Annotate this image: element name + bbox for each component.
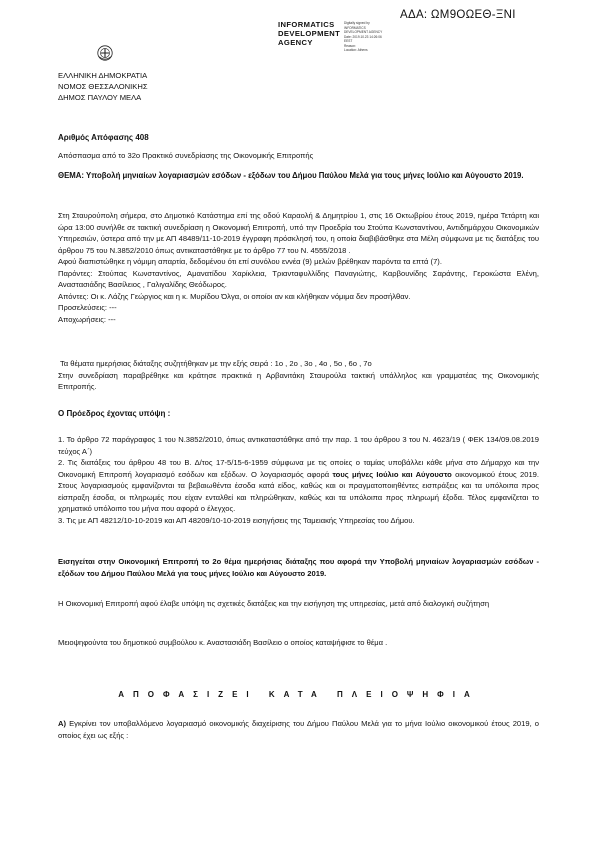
secretary-line: Στην συνεδρίαση παραβρέθηκε και κράτησε πρακτικά η Αρβανιτάκη Σταυρούλα τακτική υπάλληλος και γραμματέας της Οικονομικής Επιτροπής. bbox=[58, 370, 539, 391]
decision-number: Αριθμός Απόφασης 408 bbox=[58, 133, 149, 142]
arrivals-line: Προσελεύσεις: --- bbox=[58, 303, 117, 312]
meeting-intro: Στη Σταυρούπολη σήμερα, στο Δημοτικό Κατάστημα επί της οδού Καραολή & Δημητρίου 1, στις 16 Οκτωβρίου έτους 2019, ημέρα Τετάρτη και ώρα 13:00 συνήλθε σε τακτική συνεδρίαση η Οικονομική Επιτροπή, υπό την Προεδρία του Στούπα Κωνσταντίνου, Αντιδημάρχου Οικονομικών Υπηρεσιών, ύστερα από την με ΑΠ 48489/11-10-2019 έγγραφη πρόσκλησή του, η οποία διαβιβάσθηκε στα Μέλη σύμφωνα με τις διατάξεις του άρθρου 75 του Ν.3852/2010 όπως αντικαταστάθηκε με το άρθρο 77 του Ν. 4555/2018 . Αφού διαπιστώθηκε η νόμιμη απαρτία, δεδομένου ότι επί συνόλου εννέα (9) μελών βρέθηκαν παρόντα τα επτά (7). Παρόντες: Στούπας Κωνσταντίνος, Αμανατίδου Χαρίκλεια, Τριανταφυλλίδης Παναγιώτης, Καρβουνίδης Σαράντης, Γεροκώστα Ελένη, Αναστασιάδης Βασίλειος , Γαλιγαλίδης Θεόδωρος. Απόντες: Οι κ. Λάζης Γεώργιος και η κ. Μυρίδου Όλγα, οι οποίοι αν και κλήθηκαν νόμιμα δεν προσήλθαν. Προσελεύσεις: --- Αποχωρήσεις: --- bbox=[58, 211, 539, 324]
minority-vote-note: Μειοψηφούντα του δημοτικού συμβούλου κ. Αναστασιάδη Βασίλειο ο οποίος καταψήφισε το θέμα . bbox=[58, 638, 388, 647]
agenda-section bbox=[58, 358, 539, 393]
greek-emblem-icon bbox=[96, 44, 114, 62]
considerations-list bbox=[58, 434, 539, 526]
absent-members: Απόντες: Οι κ. Λάζης Γεώργιος και η κ. Μυρίδου Όλγα, οι οποίοι αν και κλήθηκαν νόμιμα δεν προσήλθαν. bbox=[58, 291, 411, 301]
rapporteur-paragraph: Εισηγείται στην Οικονομική Επιτροπή το 2ο θέμα ημερήσιας διάταξης που αφορά την Υποβολή μηνιαίων λογαριασμών εσόδων - εξόδων του Δήμου Παύλου Μελά για τους μήνες Ιούλιο και Αύγουστο 2019. bbox=[58, 557, 539, 578]
signature-stamp-label: INFORMATICS DEVELOPMENT AGENCY bbox=[278, 20, 341, 47]
ada-code: ΑΔΑ: ΩΜ9ΟΩΕΘ-ΞΝΙ bbox=[400, 9, 516, 21]
considering-heading: Ο Πρόεδρος έχοντας υπόψη : bbox=[58, 409, 171, 418]
departures-line: Αποχωρήσεις: --- bbox=[58, 314, 116, 324]
subject-heading: ΘΕΜΑ: Υποβολή μηνιαίων λογαριασμών εσόδων - εξόδων του Δήμου Παύλου Μελά για τους μήνες Ιούλιο και Αύγουστο 2019. bbox=[58, 171, 524, 180]
consideration-item-3: 3. Τις με ΑΠ 48212/10-10-2019 και ΑΠ 48209/10-10-2019 εισηγήσεις της Ταμειακής Υπηρεσίας του Δήμου. bbox=[58, 515, 415, 525]
digital-signature-details: Digitally signed by INFORMATICS DEVELOPMENT AGENCY Date: 2019.10.23 14:26:06 EEST Reason: Location: Athens bbox=[344, 21, 383, 52]
present-members: Παρόντες: Στούπας Κωνσταντίνος, Αμανατίδου Χαρίκλεια, Τριανταφυλλίδης Παναγιώτης, Καρβουνίδης Σαράντης, Γεροκώστα Ελένη, Αναστασιάδης Βασίλειος , Γαλιγαλίδης Θεόδωρος. bbox=[58, 268, 539, 289]
consideration-item-2: 2. Τις διατάξεις του άρθρου 48 του Β. Δ/τος 17-5/15-6-1959 σύμφωνα με τις οποίες ο ταμίας υποβάλλει κάθε μήνα στο Δήμαρχο και την Οικονομική Επιτροπή λογαριασμό εσόδων και εξόδων. Ο λογαριασμός αφορά τους μήνες Ιούλιο και Αύγουστο οικονομικού έτους 2019. Στους λογαριασμούς εμφανίζονται τα βεβαιωθέντα έσοδα κατά είδος, καθώς και οι πραγματοποιηθέντες εισπράξεις και τα υπόλοιπα προς είσπραξη έσοδα, οι πληρωμές που είχαν ενταλθεί και πληρώθηκαν, καθώς και τα υπόλοιπα προς πληρωμή έξοδα. Τέλος εμφανίζεται το χρηματικό υπόλοιπο του μήνα που αφορά ο έλεγχος. bbox=[58, 458, 540, 513]
committee-paragraph: Η Οικονομική Επιτροπή αφού έλαβε υπόψη τις σχετικές διατάξεις και την εισήγηση της υπηρεσίας, μετά από διαλογική συζήτηση bbox=[58, 599, 490, 608]
decision-heading: ΑΠΟΦΑΣΙΖΕΙ ΚΑΤΑ ΠΛΕΙΟΨΗΦΙΑ bbox=[118, 690, 479, 699]
approval-paragraph: Α) Εγκρίνει τον υποβαλλόμενο λογαριασμό οικονομικής διαχείρισης του Δήμου Παύλου Μελά για το μήνα Ιούλιο οικονομικού έτους 2019, ο οποίος έχει ως εξής : bbox=[58, 719, 539, 740]
issuer-header bbox=[58, 70, 148, 103]
consideration-item-1: 1. Το άρθρο 72 παράγραφος 1 του Ν.3852/2010, όπως αντικαταστάθηκε από την παρ. 1 του άρθρου 3 του Ν. 4623/19 ( ΦΕΚ 134/09.08.2019 τεύχος Α΄) bbox=[58, 435, 539, 456]
excerpt-line: Απόσπασμα από το 32ο Πρακτικό συνεδρίασης της Οικονομικής Επιτροπής bbox=[58, 151, 314, 160]
quorum-line: Αφού διαπιστώθηκε η νόμιμη απαρτία, δεδομένου ότι επί συνόλου εννέα (9) μελών βρέθηκαν παρόντα τα επτά (7). bbox=[58, 257, 442, 266]
header-municipality: ΔΗΜΟΣ ΠΑΥΛΟΥ ΜΕΛΑ bbox=[58, 93, 142, 102]
agenda-order: Τα θέματα ημερήσιας διάταξης συζητήθηκαν με την εξής σειρά : 1ο , 2ο , 3ο , 4ο , 5ο , 6ο , 7ο bbox=[60, 359, 372, 368]
header-prefecture: ΝΟΜΟΣ ΘΕΣΣΑΛΟΝΙΚΗΣ bbox=[58, 82, 148, 91]
approval-label: Α) bbox=[58, 719, 67, 728]
header-country: ΕΛΛΗΝΙΚΗ ΔΗΜΟΚΡΑΤΙΑ bbox=[58, 71, 148, 80]
